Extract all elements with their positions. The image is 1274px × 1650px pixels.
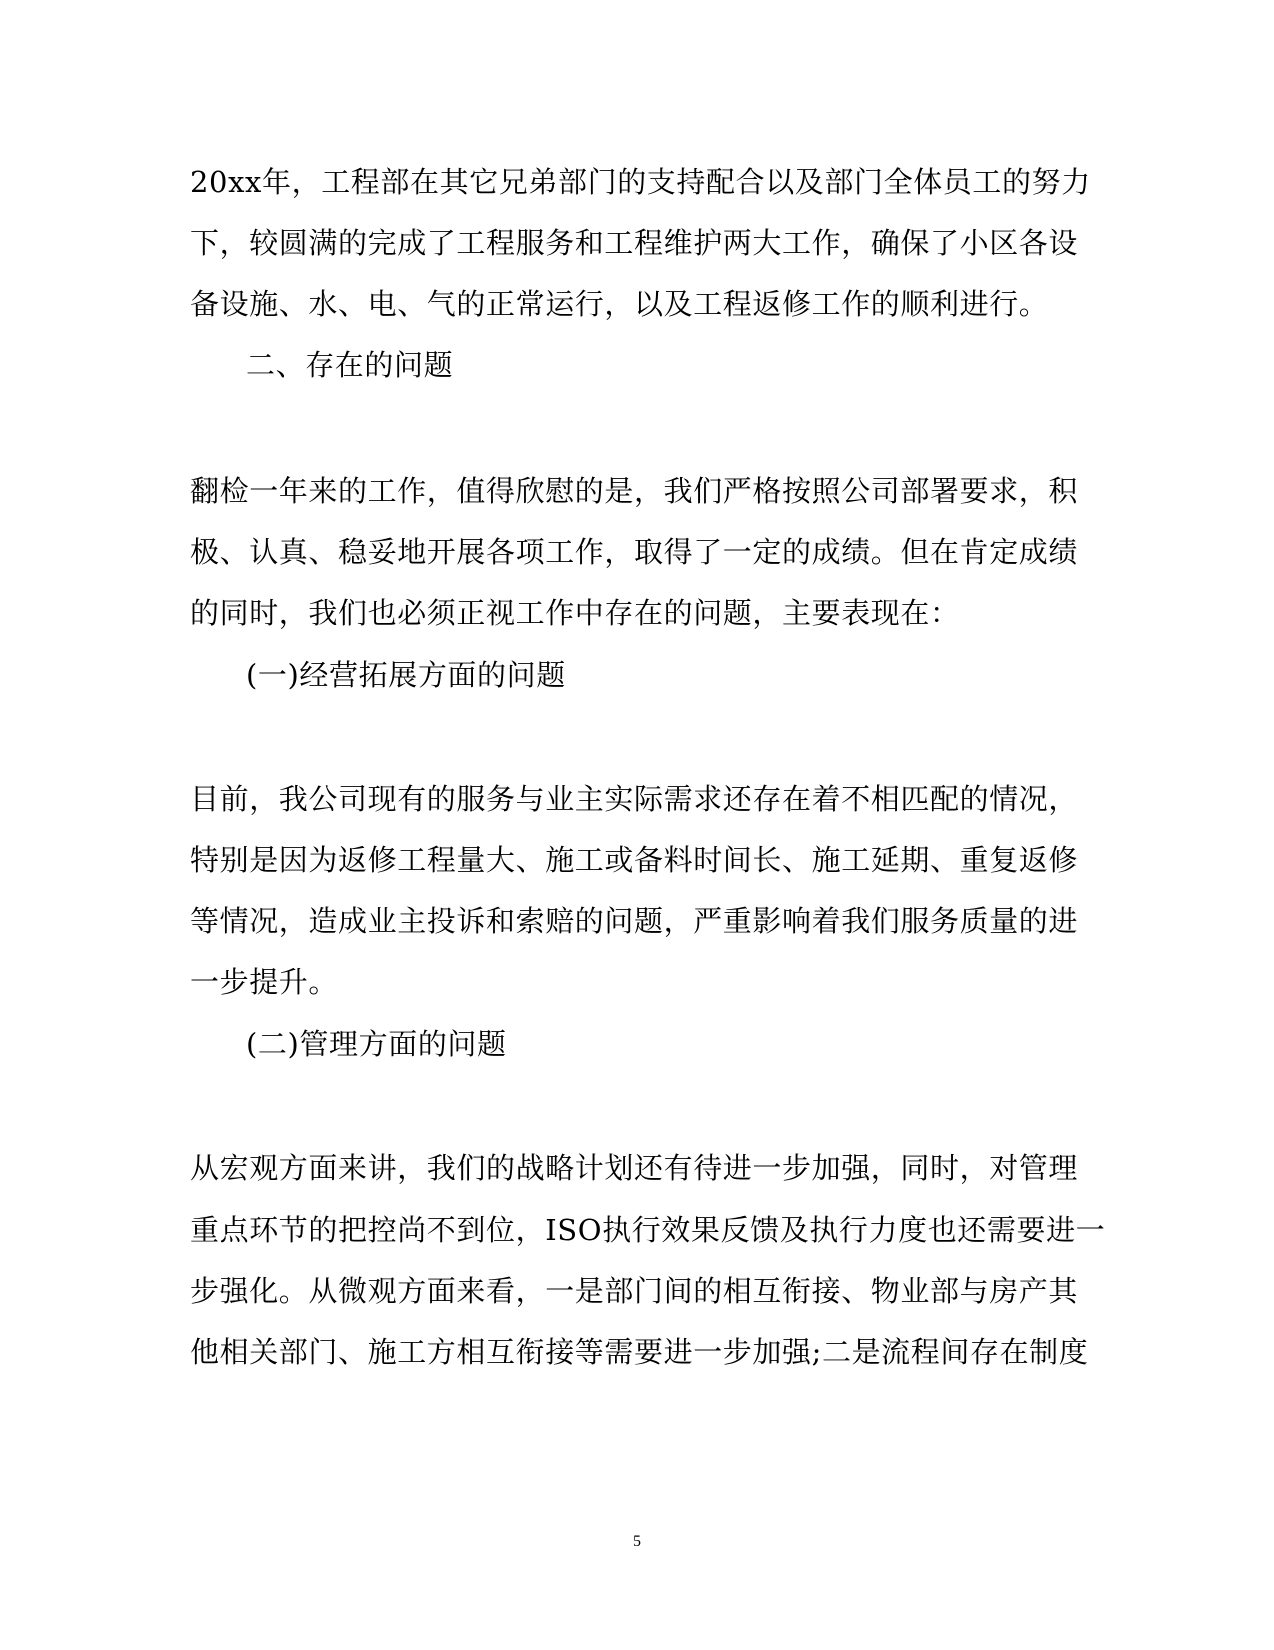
paragraph-line: 他相关部门、施工方相互衔接等需要进一步加强;二是流程间存在制度 [190,1335,1089,1369]
subsection-heading: (二)管理方面的问题 [246,1027,507,1061]
paragraph-line: 的同时，我们也必须正视工作中存在的问题，主要表现在： [190,596,960,630]
paragraph-line: 备设施、水、电、气的正常运行，以及工程返修工作的顺利进行。 [190,287,1049,321]
paragraph-line: 下，较圆满的完成了工程服务和工程维护两大工作，确保了小区各设 [190,226,1079,260]
paragraph-line: 特别是因为返修工程量大、施工或备料时间长、施工延期、重复返修 [190,843,1079,877]
paragraph-line: 从宏观方面来讲，我们的战略计划还有待进一步加强，同时，对管理 [190,1151,1079,1185]
paragraph-line: 20xx年，工程部在其它兄弟部门的支持配合以及部门全体员工的努力 [190,165,1091,199]
section-heading: 二、存在的问题 [246,348,454,382]
paragraph-line: 极、认真、稳妥地开展各项工作，取得了一定的成绩。但在肯定成绩 [190,535,1079,569]
paragraph-line: 翻检一年来的工作，值得欣慰的是，我们严格按照公司部署要求，积 [190,474,1079,508]
paragraph-line: 一步提升。 [190,965,339,999]
paragraph-line: 等情况，造成业主投诉和索赔的问题，严重影响着我们服务质量的进 [190,904,1079,938]
subsection-heading: (一)经营拓展方面的问题 [246,658,566,692]
paragraph-line: 重点环节的把控尚不到位，ISO执行效果反馈及执行力度也还需要进一 [190,1213,1106,1247]
paragraph-line: 步强化。从微观方面来看，一是部门间的相互衔接、物业部与房产其 [190,1274,1079,1308]
paragraph-line: 目前，我公司现有的服务与业主实际需求还存在着不相匹配的情况， [190,782,1079,816]
page-number: 5 [633,1533,641,1550]
